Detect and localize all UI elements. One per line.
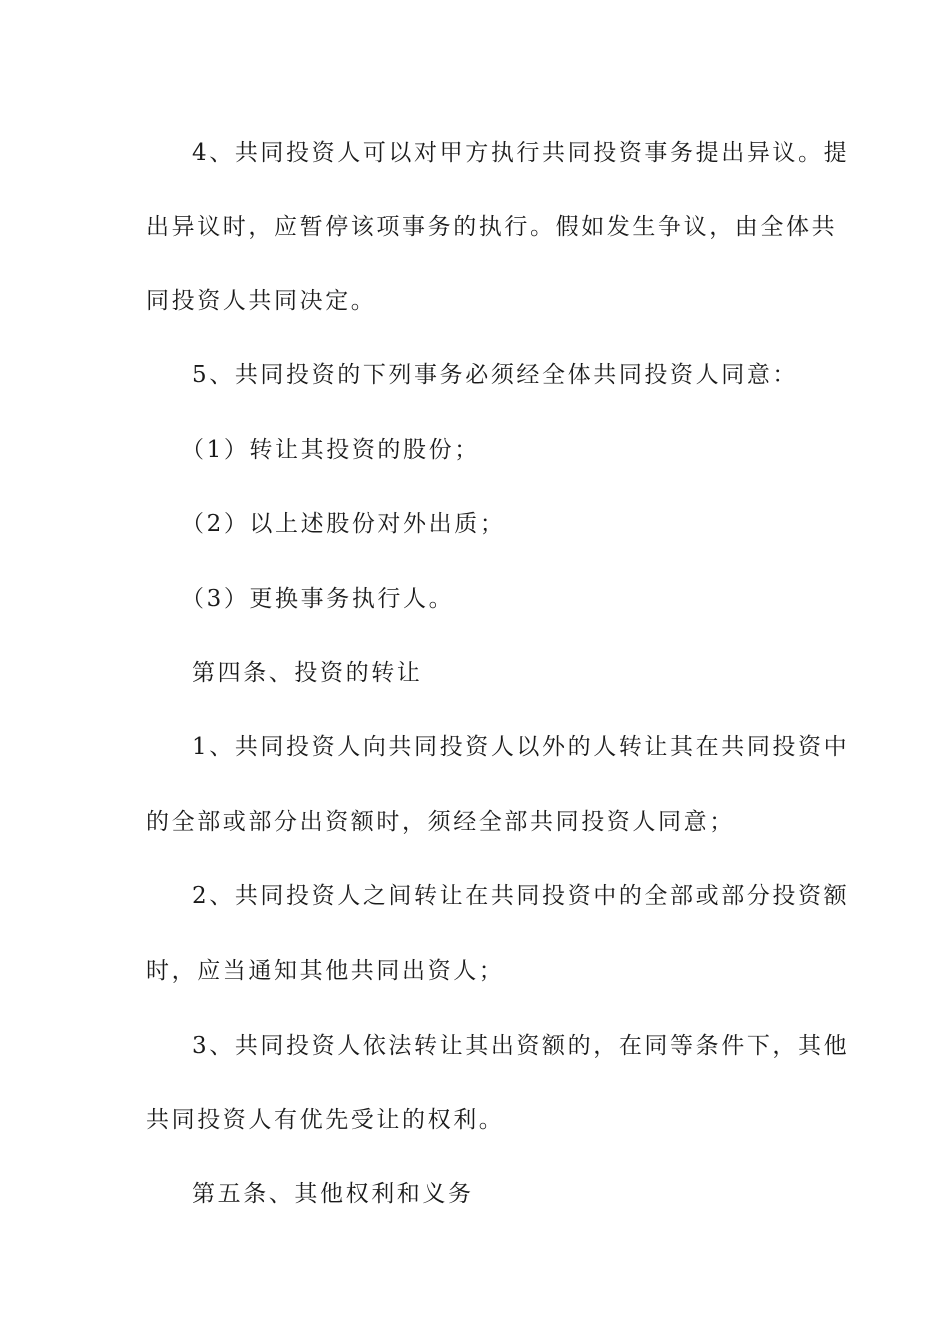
paragraph-line: 的全部或部分出资额时，须经全部共同投资人同意； [146, 809, 735, 835]
paragraph-line: 出异议时，应暂停该项事务的执行。假如发生争议，由全体共 [146, 214, 838, 240]
paragraph-line: 共同投资人有优先受让的权利。 [146, 1107, 505, 1133]
paragraph-line: 1、共同投资人向共同投资人以外的人转让其在共同投资中 [192, 734, 850, 760]
paragraph-line: 4、共同投资人可以对甲方执行共同投资事务提出异议。提 [192, 140, 850, 166]
paragraph-line: 3、共同投资人依法转让其出资额的，在同等条件下，其他 [192, 1033, 850, 1059]
list-item: （1）转让其投资的股份； [181, 437, 480, 463]
paragraph-line: 同投资人共同决定。 [146, 288, 377, 314]
paragraph-line: 5、共同投资的下列事务必须经全体共同投资人同意： [192, 362, 799, 388]
list-item: （3）更换事务执行人。 [181, 586, 455, 612]
list-item: （2）以上述股份对外出质； [181, 511, 506, 537]
paragraph-line: 时，应当通知其他共同出资人； [146, 958, 505, 984]
section-heading: 第四条、投资的转让 [192, 660, 423, 686]
paragraph-line: 2、共同投资人之间转让在共同投资中的全部或部分投资额 [192, 883, 850, 909]
section-heading: 第五条、其他权利和义务 [192, 1181, 474, 1207]
